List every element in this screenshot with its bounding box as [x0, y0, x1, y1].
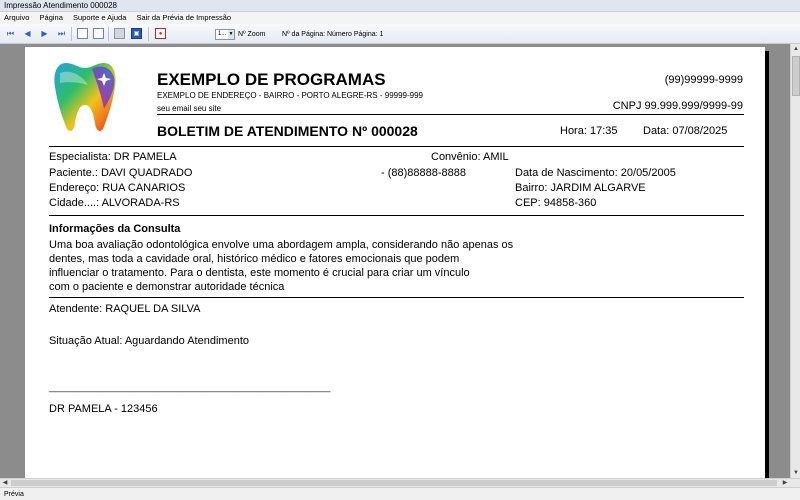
report-page [25, 47, 765, 478]
chevron-down-icon: ▼ [228, 31, 234, 37]
company-cnpj: CNPJ 99.999.999/9999-99 [612, 100, 743, 112]
birth-date: Data de Nascimento: 20/05/2005 [515, 167, 676, 179]
next-page-icon[interactable]: ▶ [41, 29, 48, 38]
page-number-label: Nº da Página: Número Página: 1 [282, 31, 384, 38]
status-bar: Prévia [0, 487, 800, 500]
signature-name: DR PAMELA - 123456 [49, 403, 158, 415]
zoom-select[interactable] [215, 29, 235, 40]
vertical-scrollbar[interactable] [790, 44, 800, 478]
pdf-icon[interactable]: ● [155, 28, 166, 39]
patient-city: Cidade....: ALVORADA-RS [49, 197, 180, 209]
header-divider [157, 114, 744, 115]
single-page-icon[interactable] [77, 28, 88, 39]
company-address: EXEMPLO DE ENDEREÇO - BAIRRO - PORTO ALEGRE-RS - 99999-999 [157, 91, 424, 100]
menu-bar [0, 12, 800, 24]
scroll-up-icon[interactable]: ▲ [793, 46, 799, 52]
scroll-thumb[interactable] [792, 56, 800, 96]
patient-divider [49, 215, 744, 216]
toolbar-separator [148, 27, 149, 41]
patient-name: Paciente.: DAVI QUADRADO [49, 167, 193, 179]
info-line: influenciar o tratamento. Para o dentista, este momento é crucial para criar um vínculo [49, 267, 470, 279]
two-page-icon[interactable] [93, 28, 104, 39]
zoom-label: Nº Zoom [238, 31, 266, 38]
print-icon[interactable] [114, 28, 125, 39]
agreement: Convênio: AMIL [431, 151, 509, 163]
horizontal-scrollbar[interactable] [0, 478, 800, 487]
toolbar-separator [108, 27, 109, 41]
menu-pagina[interactable]: Página [39, 13, 63, 22]
info-line: Uma boa avaliação odontológica envolve uma abordagem ampla, considerando não apenas os [49, 239, 514, 251]
signature-line: ______________________________________________ [49, 381, 331, 393]
situation: Situação Atual: Aguardando Atendimento [49, 335, 249, 347]
window-title: Impressão Atendimento 000028 [0, 0, 800, 12]
specialist: Especialista: DR PAMELA [49, 151, 177, 163]
report-title: BOLETIM DE ATENDIMENTO Nº 000028 [157, 123, 418, 139]
scroll-right-icon[interactable]: ▶ [782, 480, 788, 486]
toolbar-separator [71, 27, 72, 41]
info-line: com o paciente e demonstrar autoridade técnica [49, 281, 285, 293]
prev-page-icon[interactable]: ◀ [24, 29, 31, 38]
patient-phone: - (88)88888-8888 [381, 167, 467, 179]
scroll-thumb[interactable] [11, 480, 777, 486]
info-heading: Informações da Consulta [49, 223, 181, 235]
scroll-down-icon[interactable]: ▼ [793, 470, 799, 476]
tooth-logo-icon [52, 59, 118, 133]
info-divider [49, 297, 744, 298]
menu-suporte-ajuda[interactable]: Suporte e Ajuda [72, 13, 127, 22]
info-line: dentes, mas toda a cavidade oral, histórico médico e fatores emocionais que podem [49, 253, 460, 265]
zoom-value: 1... [218, 31, 227, 37]
company-name: EXEMPLO DE PROGRAMAS [157, 70, 386, 89]
scroll-left-icon[interactable]: ◀ [2, 480, 8, 486]
report-time: Hora: 17:35 [560, 125, 618, 137]
menu-sair-previa[interactable]: Sair da Prévia de Impressão [136, 13, 232, 22]
attendant: Atendente: RAQUEL DA SILVA [49, 303, 201, 315]
last-page-icon[interactable]: ⏭ [57, 29, 66, 38]
preview-viewport [0, 44, 790, 478]
patient-district: Bairro: JARDIM ALGARVE [515, 182, 646, 194]
patient-zip: CEP: 94858-360 [515, 197, 597, 209]
menu-arquivo[interactable]: Arquivo [4, 13, 30, 22]
report-date: Data: 07/08/2025 [643, 125, 728, 137]
toolbar [0, 24, 800, 44]
patient-address: Endereço: RUA CANARIOS [49, 182, 186, 194]
company-phone: (99)99999-9999 [664, 74, 743, 86]
save-icon[interactable]: ▣ [131, 28, 142, 39]
company-contact: seu email seu site [157, 104, 222, 113]
first-page-icon[interactable]: ⏮ [6, 29, 15, 38]
title-divider [49, 146, 744, 147]
